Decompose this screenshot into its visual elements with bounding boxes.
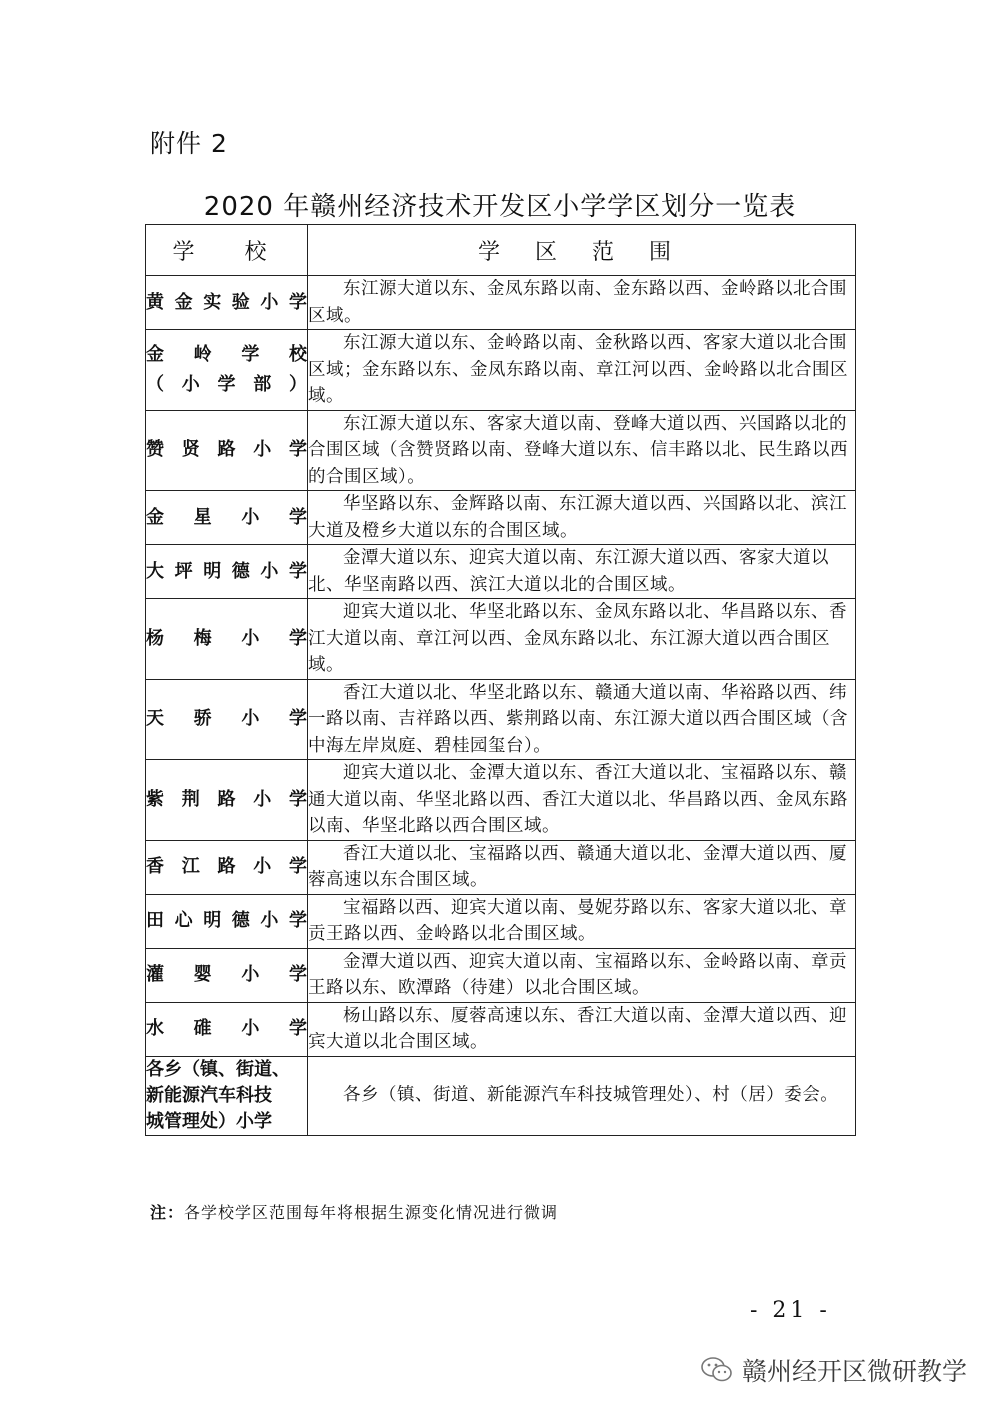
district-range-cell: 迎宾大道以北、华坚北路以东、金凤东路以北、华昌路以东、香江大道以南、章江河以西、金凤东路以北、东江源大道以西合围区域。 — [308, 599, 856, 680]
table-header-row — [146, 225, 856, 276]
school-name-line: 新能源汽车科技 — [146, 1084, 272, 1106]
district-range-cell: 各乡（镇、街道、新能源汽车科技城管理处）、村（居）委会。 — [308, 1056, 856, 1135]
school-name-cell — [146, 545, 308, 599]
column-header-range: 学 区 范 围 — [308, 225, 856, 276]
attachment-label: 附件 2 — [150, 129, 228, 158]
district-range-cell: 香江大道以北、华坚北路以东、赣通大道以南、华裕路以西、纬一路以南、吉祥路以西、紫荆路以南、东江源大道以西合围区域（含中海左岸岚庭、碧桂园玺台）。 — [308, 679, 856, 760]
footnote-label: 注： — [150, 1203, 185, 1222]
table-row — [146, 276, 856, 330]
school-name-cell — [146, 760, 308, 841]
school-name-line: 黄 金 实 验 小 学 — [146, 291, 307, 313]
school-name-cell — [146, 410, 308, 491]
school-name-cell — [146, 1056, 308, 1135]
district-range-cell: 东江源大道以东、金岭路以南、金秋路以西、客家大道以北合围区域；金东路以东、金凤东路以南、章江河以西、金岭路以北合围区域。 — [308, 330, 856, 411]
table-row — [146, 410, 856, 491]
district-range-cell: 金潭大道以西、迎宾大道以南、宝福路以东、金岭路以南、章贡王路以东、欧潭路（待建）以北合围区域。 — [308, 948, 856, 1002]
watermark-text: 赣州经开区微研教学 — [742, 1357, 968, 1386]
district-range-cell: 东江源大道以东、金凤东路以南、金东路以西、金岭路以北合围区域。 — [308, 276, 856, 330]
school-name-cell — [146, 894, 308, 948]
district-range-cell: 金潭大道以东、迎宾大道以南、东江源大道以西、客家大道以北、华坚南路以西、滨江大道以北的合围区域。 — [308, 545, 856, 599]
school-name-cell — [146, 679, 308, 760]
watermark — [700, 1352, 967, 1388]
school-name-cell — [146, 948, 308, 1002]
table-row — [146, 599, 856, 680]
page-title: 2020 年赣州经济技术开发区小学学区划分一览表 — [203, 192, 797, 222]
table-row — [146, 760, 856, 841]
column-header-school: 学 校 — [146, 225, 308, 276]
footnote — [150, 1200, 558, 1223]
school-name-cell — [146, 840, 308, 894]
school-name-cell — [146, 599, 308, 680]
district-range-cell: 东江源大道以东、客家大道以南、登峰大道以西、兴国路以北的合围区域（含赞贤路以南、登峰大道以东、信丰路以北、民生路以西的合围区域）。 — [308, 410, 856, 491]
school-name-line: 杨 梅 小 学 — [146, 627, 307, 649]
table-row — [146, 491, 856, 545]
school-name-line: （ 小 学 部 ） — [146, 373, 307, 395]
school-name-line: 大 坪 明 德 小 学 — [146, 560, 307, 582]
district-range-cell: 香江大道以北、宝福路以西、赣通大道以北、金潭大道以西、厦蓉高速以东合围区域。 — [308, 840, 856, 894]
table-row — [146, 1002, 856, 1056]
district-range-cell: 迎宾大道以北、金潭大道以东、香江大道以北、宝福路以东、赣通大道以南、华坚北路以西、香江大道以北、华昌路以西、金凤东路以南、华坚北路以西合围区域。 — [308, 760, 856, 841]
school-name-line: 各乡（镇、街道、 — [146, 1058, 290, 1080]
page-number: - 21 - — [750, 1298, 831, 1323]
school-name-line: 水 碓 小 学 — [146, 1018, 307, 1039]
table-row — [146, 545, 856, 599]
school-name-cell — [146, 276, 308, 330]
district-range-cell: 宝福路以西、迎宾大道以南、曼妮芬路以东、客家大道以北、章贡王路以西、金岭路以北合围区域。 — [308, 894, 856, 948]
school-name-cell — [146, 1002, 308, 1056]
school-name-line: 城管理处）小学 — [146, 1110, 272, 1132]
table-row — [146, 679, 856, 760]
table-row — [146, 1056, 856, 1135]
table-row — [146, 948, 856, 1002]
wechat-icon — [700, 1355, 734, 1385]
school-district-table — [145, 224, 856, 1136]
school-name-line: 香 江 路 小 学 — [146, 856, 307, 877]
table-row — [146, 894, 856, 948]
school-name-line: 灌 婴 小 学 — [146, 964, 307, 985]
school-name-line: 金 岭 学 校 — [146, 343, 307, 365]
table-row — [146, 330, 856, 411]
school-name-cell — [146, 330, 308, 411]
district-range-cell: 杨山路以东、厦蓉高速以东、香江大道以南、金潭大道以西、迎宾大道以北合围区域。 — [308, 1002, 856, 1056]
table-row — [146, 840, 856, 894]
school-name-cell — [146, 491, 308, 545]
school-name-line: 赞 贤 路 小 学 — [146, 439, 307, 461]
school-name-line: 紫 荆 路 小 学 — [146, 788, 307, 810]
district-range-cell: 华坚路以东、金辉路以南、东江源大道以西、兴国路以北、滨江大道及橙乡大道以东的合围区域。 — [308, 491, 856, 545]
school-name-line: 田 心 明 德 小 学 — [146, 910, 307, 931]
footnote-text: 各学校学区范围每年将根据生源变化情况进行微调 — [184, 1203, 559, 1222]
school-name-line: 金 星 小 学 — [146, 506, 307, 528]
school-name-line: 天 骄 小 学 — [146, 708, 307, 730]
